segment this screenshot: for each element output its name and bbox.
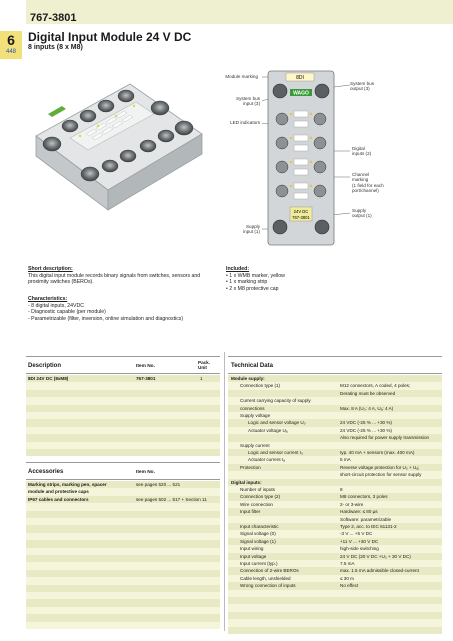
- included-heading: Included:: [226, 266, 250, 272]
- callout-text: Supply: [245, 224, 260, 229]
- table-row: [26, 622, 220, 629]
- table-row: [26, 427, 220, 434]
- item-no-cell: 767-3801: [136, 376, 156, 381]
- table-row: [228, 486, 442, 493]
- tech-label-cell: Actuator current Iₐ: [248, 457, 285, 463]
- tech-label-cell: Wrong connection of inputs: [240, 583, 296, 589]
- callout-supply-input: [222, 224, 260, 235]
- table-row: [26, 570, 220, 577]
- page-number: 448: [5, 49, 16, 55]
- accessories-table: [26, 462, 220, 630]
- callout-supply-output: [352, 208, 372, 219]
- callout-text: input (1): [243, 229, 260, 235]
- tech-value-cell: 8: [340, 487, 343, 492]
- tech-label-cell: Digital inputs:: [231, 479, 262, 485]
- included-item: 1 x marking strip: [229, 279, 268, 286]
- tech-label-cell: Input voltage: [240, 553, 267, 559]
- table-row: [26, 434, 220, 441]
- table-row: [228, 397, 442, 404]
- product-photo: [30, 78, 208, 248]
- tech-label-cell: Supply voltage: [240, 413, 271, 418]
- tech-label-cell: Connection type (2): [240, 494, 281, 500]
- included: [226, 266, 346, 292]
- table-row: [228, 479, 442, 486]
- accessory-description-cell: module and protective caps: [28, 489, 89, 495]
- included-item: 1 x WMB marker, yellow: [229, 272, 285, 279]
- article-label: 767-3801: [292, 215, 310, 220]
- table-row: [228, 590, 442, 597]
- table-row: [26, 592, 220, 599]
- table-row: [228, 627, 442, 634]
- tech-value-cell: 24 VDC (-25 % ... +30 %): [340, 427, 392, 433]
- tech-value-cell: short-circuit protection for sensor supply: [340, 472, 422, 478]
- callout-text: inputs (2): [352, 151, 372, 157]
- tech-label-cell: Current carrying capacity of supply: [240, 398, 311, 404]
- callout-text: Digital: [352, 146, 365, 151]
- technical-data-table: [228, 356, 442, 630]
- table-row: [26, 599, 220, 606]
- table-row: [228, 612, 442, 619]
- characteristics: [28, 296, 228, 322]
- table-row: [228, 471, 442, 478]
- logo-text: WAGO: [293, 90, 309, 97]
- description-table: [26, 356, 220, 458]
- tech-label-cell: Input characteristic: [240, 524, 279, 529]
- column-divider: [224, 352, 225, 631]
- table-row: [26, 585, 220, 592]
- tech-value-cell: +11 V ... +30 V DC: [340, 538, 379, 544]
- short-description-line: proximity switches (BEROs).: [28, 279, 94, 286]
- table-row: [228, 449, 442, 456]
- page-title: Digital Input Module 24 V DC: [28, 30, 192, 44]
- table-row: [228, 382, 442, 389]
- characteristics-line: - Parametrizable (filter, inversion, online simulation and diagnostics): [28, 315, 184, 322]
- tech-label-cell: Module supply:: [231, 376, 265, 381]
- short-description-line: This digital input module records binary signals from switches, sensors and: [28, 272, 201, 279]
- tech-label-cell: Wire connection: [240, 501, 273, 507]
- table-row: [26, 397, 220, 404]
- table-row: [228, 516, 442, 523]
- callout-text: Channel: [352, 172, 370, 177]
- included-line: • 1 x marking strip: [226, 279, 268, 286]
- table-row: [26, 442, 220, 449]
- table-row: [228, 375, 442, 382]
- technical-data-heading: Technical Data: [231, 363, 273, 369]
- table-row: [228, 390, 442, 397]
- tech-label-cell: Signal voltage (1): [240, 538, 276, 544]
- description-header: Description: [28, 363, 62, 369]
- table-row: [26, 390, 220, 397]
- accessories-table-header: [26, 462, 220, 480]
- tech-label-cell: Logic and sensor voltage U₀: [248, 420, 306, 426]
- callout-text: output (1): [352, 213, 372, 219]
- table-row: [26, 481, 220, 488]
- table-row: [26, 419, 220, 426]
- tech-value-cell: 24 V DC (30 V DC +U₀ + 30 V DC): [340, 553, 411, 559]
- included-line: • 2 x M8 protective cap: [226, 285, 279, 292]
- tech-label-cell: Signal voltage (0): [240, 531, 276, 537]
- table-row: [228, 456, 442, 463]
- table-row: [26, 412, 220, 419]
- tech-label-cell: Protection: [240, 464, 261, 470]
- tech-label-cell: Connection type (1): [240, 383, 281, 389]
- tech-value-cell: ≤ 30 m: [340, 575, 355, 581]
- tech-value-cell: high-side switching: [340, 546, 379, 552]
- tech-value-cell: 24 VDC (-25 % ... +30 %): [340, 420, 392, 426]
- table-row: [26, 405, 220, 412]
- callout-text: LED indicators: [230, 120, 260, 125]
- description-cell: 8DI 24V DC (8xM8): [28, 376, 69, 381]
- pack-unit-cell: 1: [200, 376, 203, 381]
- table-row: [228, 427, 442, 434]
- accessory-item-no-cell: see pages 520 ... 521: [136, 482, 181, 487]
- table-row: [228, 523, 442, 530]
- table-row: [228, 582, 442, 589]
- tech-label-cell: Cable length, unshielded: [240, 575, 291, 581]
- included-line: • 1 x WMB marker, yellow: [226, 272, 285, 279]
- table-row: [228, 464, 442, 471]
- tech-label-cell: Logic and sensor current I₀: [248, 450, 304, 455]
- tech-value-cell: M8 connectors, 3 poles: [340, 494, 388, 500]
- tech-label-cell: Connection of 2-wire BEROs: [240, 568, 299, 574]
- callout-text: input (3): [243, 101, 260, 107]
- tech-value-cell: Also required for power supply transmission: [340, 435, 430, 441]
- callout-led-indicators: [212, 120, 260, 125]
- callout-text: Module marking: [225, 74, 258, 79]
- table-row: [26, 375, 220, 382]
- characteristics-line: - Diagnostic capable (per module): [28, 309, 106, 316]
- accessory-description-cell: Marking strips, marking pen, spacer: [28, 482, 107, 487]
- module-marking-text: 8DI: [296, 75, 304, 81]
- table-row: [228, 538, 442, 545]
- tech-value-cell: 7.5 mA: [340, 561, 355, 566]
- tech-value-cell: Hardware: ≤ 80 µs: [340, 509, 378, 515]
- table-row: [26, 525, 220, 532]
- tech-label-cell: Supply current: [240, 442, 270, 448]
- accessory-item-no-cell: see pages 502 ... 517 + Section 11: [136, 496, 207, 502]
- tech-value-cell: Reverse voltage protection for U₀ + Uₐ;: [340, 464, 420, 470]
- callout-text: System bus: [236, 96, 260, 101]
- table-row: [26, 562, 220, 569]
- table-row: [26, 496, 220, 503]
- table-row: [228, 597, 442, 604]
- tech-value-cell: Software: parametrizable: [340, 516, 392, 522]
- callout-text: output (3): [350, 86, 370, 92]
- technical-data-header: [228, 356, 442, 374]
- front-view-diagram: [262, 67, 352, 249]
- table-row: [26, 577, 220, 584]
- table-row: [26, 449, 220, 456]
- table-row: [228, 545, 442, 552]
- table-row: [228, 604, 442, 611]
- table-row: [228, 501, 442, 508]
- characteristics-heading: Characteristics:: [28, 296, 68, 302]
- table-row: [228, 412, 442, 419]
- short-description: [28, 266, 228, 286]
- tech-label-cell: connections: [240, 405, 265, 411]
- tech-label-cell: Number of inputs: [240, 487, 275, 492]
- tech-label-cell: Input current (typ.): [240, 561, 278, 566]
- pack-unit-header-line: Pack.: [198, 360, 211, 365]
- tech-value-cell: max. 1.5 mA admissible closed-current: [340, 568, 419, 574]
- included-item: 2 x M8 protective cap: [229, 285, 279, 292]
- short-description-heading: Short description:: [28, 266, 73, 272]
- voltage-label: 24V DC: [293, 209, 309, 214]
- chapter-number: 6: [7, 32, 15, 48]
- item-no-header: Item No.: [136, 364, 155, 369]
- callout-text: (1 field for each: [352, 182, 384, 188]
- table-row: [26, 511, 220, 518]
- chapter-tab: [0, 31, 22, 59]
- callout-text: marking: [352, 177, 369, 183]
- tech-value-cell: typ. 40 mA + sensors (max. 400 mA): [340, 450, 415, 455]
- callout-text: port/channel): [352, 188, 379, 194]
- callout-text: System bus: [350, 81, 374, 86]
- tech-label-cell: Input filter: [240, 509, 261, 515]
- header-bar: [26, 0, 453, 24]
- table-row: [228, 419, 442, 426]
- table-row: [228, 442, 442, 449]
- table-row: [228, 493, 442, 500]
- description-table-header: [26, 356, 220, 374]
- item-no-header: Item No.: [136, 470, 155, 475]
- tech-value-cell: M12 connectors, A coded, 4 poles;: [340, 383, 411, 389]
- callout-system-bus-input: [224, 96, 260, 107]
- callout-text: Supply: [352, 208, 367, 213]
- callout-channel-marking: [352, 172, 384, 194]
- table-row: [228, 567, 442, 574]
- part-number: 767-3801: [30, 12, 77, 24]
- tech-value-cell: 2- or 3-wire: [340, 501, 364, 507]
- tech-label-cell: Actuator voltage Uₐ: [248, 427, 288, 433]
- table-row: [26, 555, 220, 562]
- table-row: [26, 503, 220, 510]
- table-row: [228, 560, 442, 567]
- accessory-description-cell: IP67 cables and connectors: [28, 496, 89, 502]
- tech-value-cell: No effect: [340, 583, 359, 589]
- table-row: [26, 382, 220, 389]
- table-row: [26, 548, 220, 555]
- table-row: [228, 508, 442, 515]
- tech-value-cell: Derating must be observed: [340, 390, 396, 396]
- table-row: [26, 614, 220, 621]
- table-row: [228, 575, 442, 582]
- table-row: [26, 518, 220, 525]
- tech-value-cell: 5 mA: [340, 457, 351, 463]
- table-row: [26, 540, 220, 547]
- callout-digital-inputs: [352, 146, 371, 157]
- table-row: [26, 607, 220, 614]
- callout-system-bus-output: [350, 81, 374, 92]
- pack-unit-header: [198, 360, 210, 370]
- pack-unit-header-line: Unit: [198, 365, 207, 370]
- table-row: [26, 533, 220, 540]
- table-row: [228, 405, 442, 412]
- callout-module-marking: [200, 74, 258, 79]
- tech-value-cell: Type 2, acc. to IEC 61131-2: [340, 524, 397, 529]
- table-row: [228, 434, 442, 441]
- tech-value-cell: Max. 8 A (U₀: 4 A, Uₐ: 4 A): [340, 405, 394, 411]
- characteristics-line: - 8 digital inputs, 24VDC: [28, 302, 84, 309]
- table-row: [228, 553, 442, 560]
- page-subtitle: 8 inputs (8 x M8): [28, 44, 83, 51]
- tech-value-cell: -3 V ... +5 V DC: [340, 531, 373, 537]
- table-row: [26, 488, 220, 495]
- tech-label-cell: Input wiring: [240, 546, 264, 552]
- table-row: [228, 619, 442, 626]
- table-row: [228, 530, 442, 537]
- accessories-header: Accessories: [28, 469, 64, 475]
